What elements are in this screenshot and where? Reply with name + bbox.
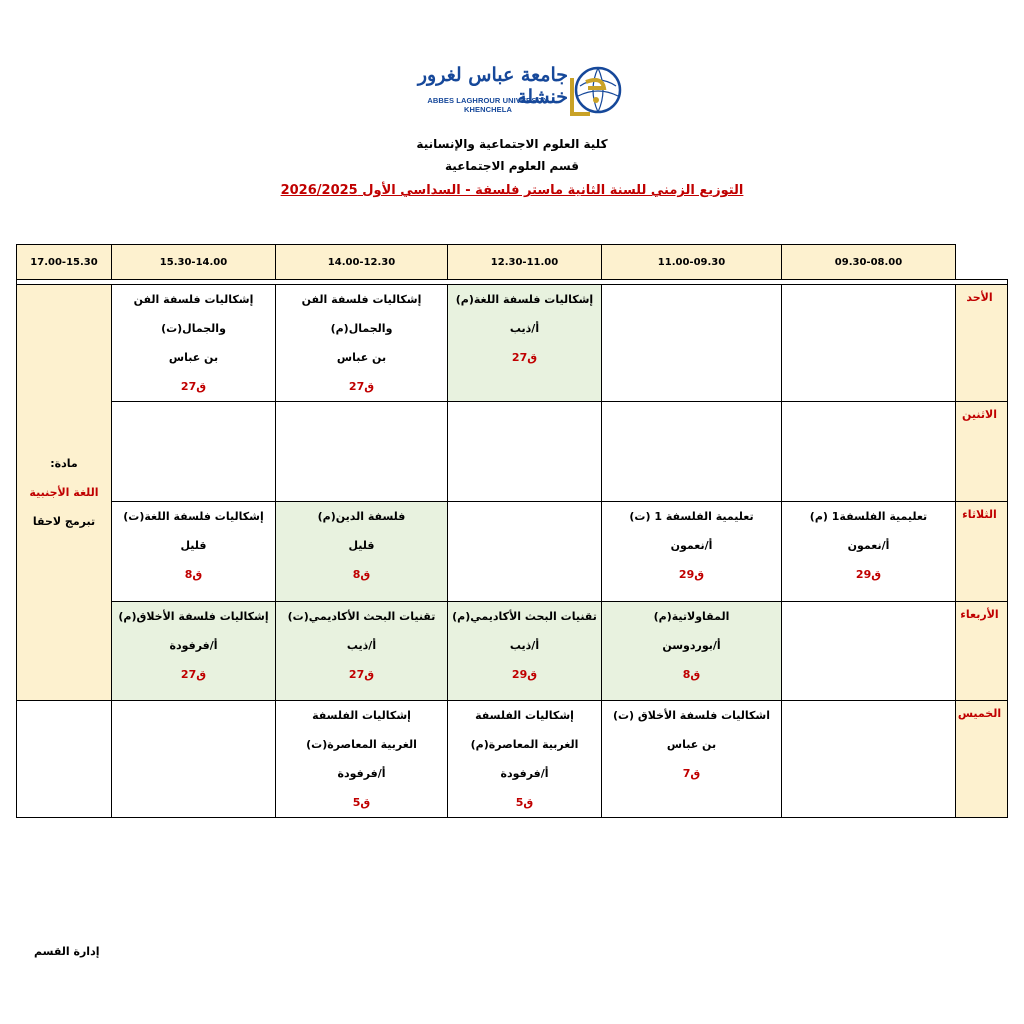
empty-cell bbox=[448, 502, 602, 602]
course-room: ق8 bbox=[682, 668, 701, 681]
side-note-status: تبرمج لاحقا bbox=[32, 515, 96, 528]
time-slot-header: 12.30-11.00 bbox=[448, 245, 602, 280]
course-room: ق27 bbox=[180, 380, 207, 393]
empty-cell bbox=[782, 402, 956, 502]
course-teacher: أ/نعمون bbox=[847, 539, 890, 552]
day-row-thursday bbox=[17, 701, 1008, 818]
empty-cell bbox=[782, 701, 956, 818]
timetable bbox=[16, 244, 1008, 818]
department-signature: إدارة القسم bbox=[34, 945, 100, 958]
department-name: قسم العلوم الاجتماعية bbox=[445, 159, 579, 173]
course-cell bbox=[602, 502, 782, 602]
course-name: إشكاليات الفلسفة bbox=[475, 709, 574, 722]
timetable-title: التوزيع الزمني للسنة الثانية ماستر فلسفة - السداسي الأول 2026/2025 bbox=[280, 183, 744, 198]
course-teacher: أ/نعمون bbox=[670, 539, 713, 552]
course-name: إشكاليات فلسفة اللغة(م) bbox=[455, 293, 594, 306]
course-name: اشكاليات فلسفة الأخلاق (ت) bbox=[612, 709, 771, 722]
course-cell bbox=[112, 602, 276, 701]
day-label-tuesday: الثلاثاء bbox=[956, 502, 1008, 602]
empty-cell bbox=[17, 701, 112, 818]
course-teacher: بن عباس bbox=[666, 738, 717, 751]
foreign-language-note bbox=[17, 285, 112, 701]
course-teacher: أ/ذيب bbox=[509, 639, 540, 652]
course-teacher: قليل bbox=[180, 539, 207, 552]
course-cell bbox=[602, 701, 782, 818]
course-cell bbox=[782, 502, 956, 602]
university-name-arabic: جامعة عباس لغرور خنشلة bbox=[417, 64, 568, 108]
day-row-wednesday bbox=[17, 602, 1008, 701]
course-name: إشكاليات فلسفة اللغة(ت) bbox=[123, 510, 264, 523]
course-teacher: بن عباس bbox=[168, 351, 219, 364]
day-label-sunday: الأحد bbox=[956, 285, 1008, 402]
day-label-thursday: الخميس bbox=[956, 701, 1008, 818]
course-cell bbox=[112, 285, 276, 402]
empty-cell bbox=[782, 285, 956, 402]
day-row-monday bbox=[17, 402, 1008, 502]
course-teacher: أ/ذيب bbox=[509, 322, 540, 335]
day-row-tuesday bbox=[17, 502, 1008, 602]
course-name-cont: الغربية المعاصرة(م) bbox=[470, 738, 579, 751]
side-note-label: مادة: bbox=[50, 457, 78, 470]
course-room: ق29 bbox=[678, 568, 705, 581]
course-cell bbox=[448, 701, 602, 818]
course-name: إشكاليات فلسفة الفن والجمال(م) bbox=[301, 293, 422, 335]
course-room: ق29 bbox=[855, 568, 882, 581]
empty-cell bbox=[602, 285, 782, 402]
time-slot-header: 14.00-12.30 bbox=[276, 245, 448, 280]
empty-cell bbox=[602, 402, 782, 502]
course-name: المقاولاتية(م) bbox=[653, 610, 730, 623]
course-name-cont: الغربية المعاصرة(ت) bbox=[306, 738, 417, 751]
time-slot-header: 15.30-14.00 bbox=[112, 245, 276, 280]
course-room: ق5 bbox=[515, 796, 534, 809]
side-note-subject: اللغة الأجنبية bbox=[29, 486, 99, 499]
course-name: إشكاليات فلسفة الفن والجمال(ت) bbox=[133, 293, 254, 335]
course-room: ق27 bbox=[348, 668, 375, 681]
time-slot-header: 09.30-08.00 bbox=[782, 245, 956, 280]
course-teacher: أ/فرفودة bbox=[337, 767, 386, 780]
course-room: ق8 bbox=[184, 568, 203, 581]
corner-cell bbox=[956, 245, 1008, 280]
course-room: ق7 bbox=[682, 767, 701, 780]
course-name: إشكاليات فلسفة الأخلاق(م) bbox=[118, 610, 269, 623]
course-name: تقنيات البحث الأكاديمي(م) bbox=[452, 610, 597, 623]
empty-cell bbox=[112, 402, 276, 502]
time-slot-header: 17.00-15.30 bbox=[17, 245, 112, 280]
course-teacher: بن عباس bbox=[336, 351, 387, 364]
course-cell bbox=[448, 285, 602, 402]
course-room: ق5 bbox=[352, 796, 371, 809]
day-label-wednesday: الأربعاء bbox=[956, 602, 1008, 701]
course-room: ق27 bbox=[511, 351, 538, 364]
time-slot-header: 11.00-09.30 bbox=[602, 245, 782, 280]
empty-cell bbox=[448, 402, 602, 502]
university-name-english: ABBES LAGHROUR UNIVERSITY KHENCHELA bbox=[427, 96, 549, 114]
course-name: تعليمية الفلسفة 1 (ت) bbox=[629, 510, 754, 523]
course-cell bbox=[276, 502, 448, 602]
empty-cell bbox=[112, 701, 276, 818]
university-emblem-icon bbox=[568, 56, 624, 128]
empty-cell bbox=[782, 602, 956, 701]
course-room: ق27 bbox=[180, 668, 207, 681]
course-teacher: أ/فرفودة bbox=[500, 767, 549, 780]
course-cell bbox=[112, 502, 276, 602]
course-room: ق29 bbox=[511, 668, 538, 681]
course-teacher: أ/فرفودة bbox=[169, 639, 218, 652]
empty-cell bbox=[276, 402, 448, 502]
time-header-row bbox=[17, 245, 1008, 280]
course-room: ق8 bbox=[352, 568, 371, 581]
course-name: فلسفة الدين(م) bbox=[317, 510, 406, 523]
faculty-name: كلية العلوم الاجتماعية والإنسانية bbox=[416, 137, 608, 151]
day-row-sunday bbox=[17, 285, 1008, 402]
course-room: ق27 bbox=[348, 380, 375, 393]
university-logo bbox=[400, 56, 624, 128]
course-teacher: أ/ذيب bbox=[346, 639, 377, 652]
course-name: تعليمية الفلسفة1 (م) bbox=[809, 510, 928, 523]
course-teacher: قليل bbox=[348, 539, 375, 552]
course-cell bbox=[602, 602, 782, 701]
course-name: تقنيات البحث الأكاديمي(ت) bbox=[287, 610, 436, 623]
day-label-monday: الاثنين bbox=[956, 402, 1008, 502]
course-cell bbox=[276, 602, 448, 701]
course-name: إشكاليات الفلسفة bbox=[312, 709, 411, 722]
course-teacher: أ/بوردوسن bbox=[662, 639, 721, 652]
course-cell bbox=[448, 602, 602, 701]
course-cell bbox=[276, 701, 448, 818]
course-cell bbox=[276, 285, 448, 402]
